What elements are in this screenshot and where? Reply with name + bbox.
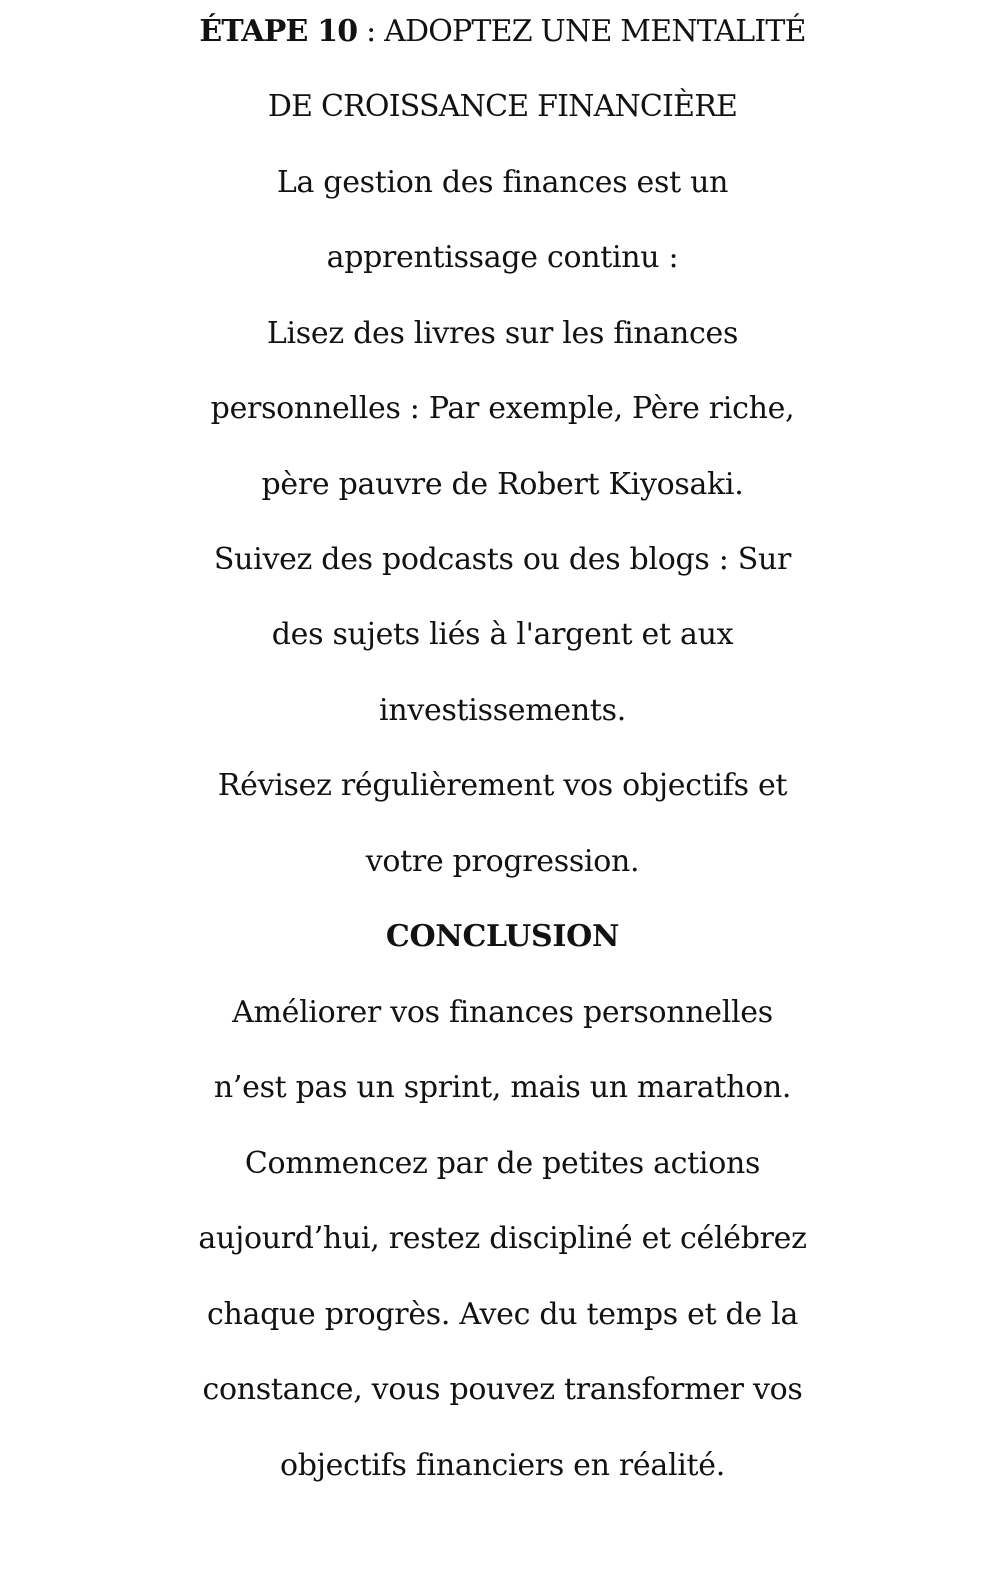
conclusion-heading: CONCLUSION [385, 919, 620, 954]
conclusion-line: n’est pas un sprint, mais un marathon. [213, 1070, 792, 1105]
step-title-part-1: : ADOPTEZ UNE MENTALITÉ [357, 14, 806, 49]
step-title-line-2: DE CROISSANCE FINANCIÈRE [267, 89, 738, 124]
body-line: des sujets liés à l'argent et aux [271, 617, 734, 652]
body-line: La gestion des finances est un [276, 165, 729, 200]
conclusion-line: Améliorer vos finances personnelles [232, 995, 773, 1030]
step-title-line-1 [0, 2, 1005, 62]
body-line: apprentissage continu : [326, 240, 679, 275]
body-line: votre progression. [365, 844, 640, 879]
step-label: ÉTAPE 10 [199, 14, 358, 49]
conclusion-line: constance, vous pouvez transformer vos [202, 1372, 803, 1407]
body-line: Suivez des podcasts ou des blogs : Sur [213, 542, 792, 577]
conclusion-line: aujourd’hui, restez discipliné et célébrez [198, 1221, 807, 1256]
conclusion-line: Commencez par de petites actions [244, 1146, 761, 1181]
body-line: Révisez régulièrement vos objectifs et [217, 768, 788, 803]
conclusion-line: chaque progrès. Avec du temps et de la [206, 1297, 799, 1332]
body-line: personnelles : Par exemple, Père riche, [210, 391, 795, 426]
conclusion-line: objectifs financiers en réalité. [280, 1448, 725, 1483]
body-line: Lisez des livres sur les finances [266, 316, 739, 351]
body-line: investissements. [379, 693, 626, 728]
body-line: père pauvre de Robert Kiyosaki. [261, 467, 744, 502]
